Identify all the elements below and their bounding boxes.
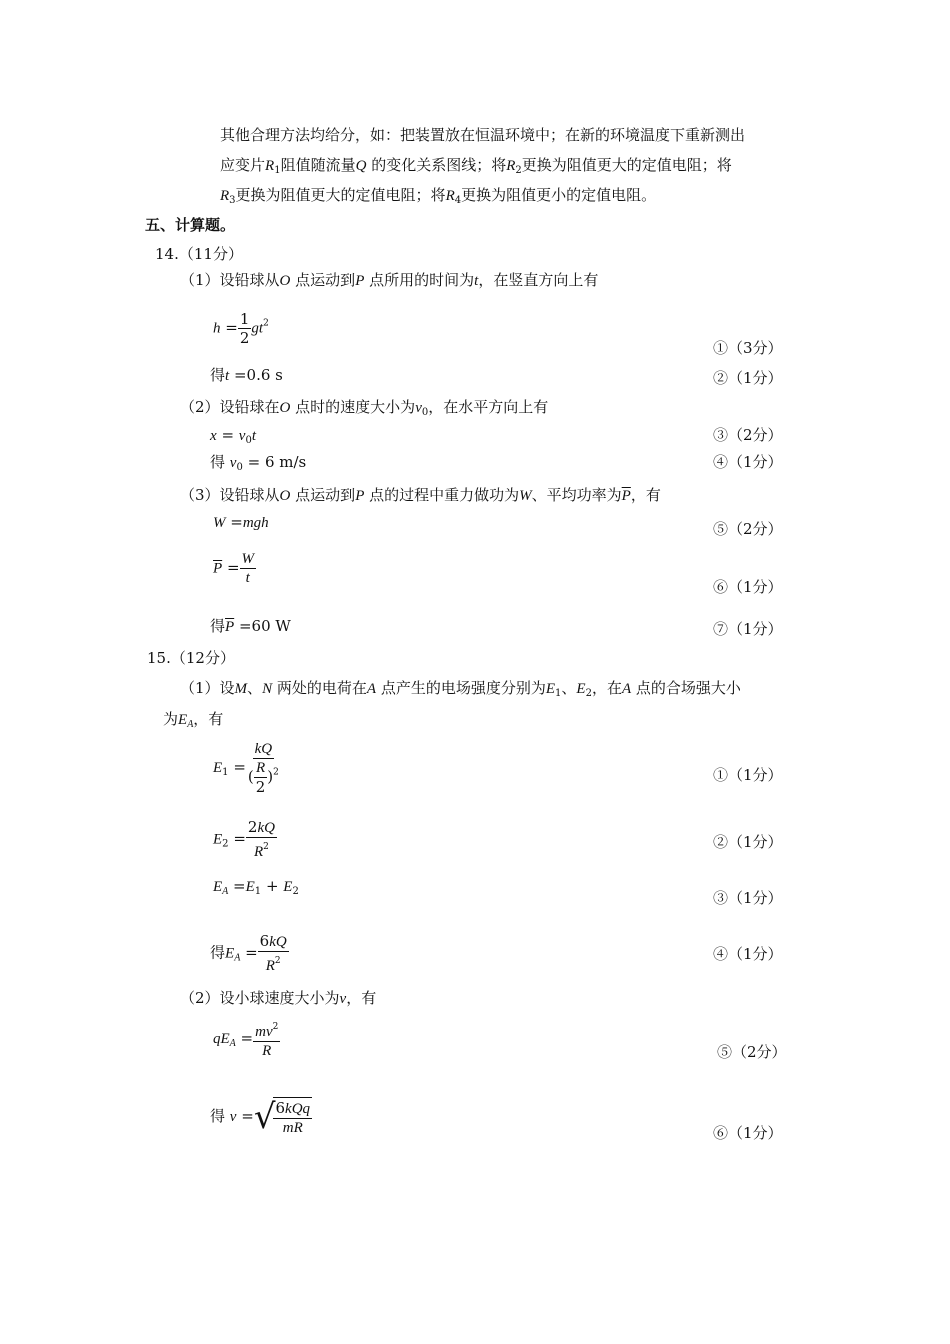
intro-line-1: 其他合理方法均给分，如：把装置放在恒温环境中；在新的环境温度下重新测出 — [220, 126, 746, 144]
q14-eq-v0: 得 $v_0 = 6$ m/s — [210, 453, 307, 473]
q15-eq-force: $qE_A$ = $\frac{mv^2}{R}$ — [213, 1018, 280, 1060]
q14-eq-t: 得t =0.6 s — [210, 366, 283, 384]
q15-eq-e1: $E_1$ = kQ ( $\frac{R}{2}$ )$^2$ — [213, 741, 279, 796]
q15-eq-ea-result: 得$E_A$ = $\frac{6kQ}{R^2}$ — [210, 932, 287, 974]
q15-score-5: ⑤（2分） — [717, 1043, 787, 1061]
q15-score-6: ⑥（1分） — [713, 1124, 783, 1142]
q15-eq-ea: $E_A =E_1 + E_2$ — [213, 877, 299, 897]
q14-score-4: ④（1分） — [713, 453, 783, 471]
q14-eq-p: $\overline{P}$ = $\frac{W}{t}$ — [213, 551, 255, 586]
q14-part1-text: （1）设铅球从O 点运动到P 点所用的时间为t，在竖直方向上有 — [180, 271, 599, 289]
q14-score-2: ②（1分） — [713, 369, 783, 387]
q14-eq-h: h = $\frac{1}{2}$ $gt^2$ — [213, 310, 269, 347]
q14-score-5: ⑤（2分） — [713, 520, 783, 538]
q14-score-6: ⑥（1分） — [713, 578, 783, 596]
q14-eq-w: W =mgh — [213, 513, 269, 531]
q15-score-1: ①（1分） — [713, 766, 783, 784]
q15-part1-text: （1）设M、N 两处的电荷在A 点产生的电场强度分别为$E_1$、$E_2$，在A 点的合场强大小 — [180, 679, 741, 699]
q15-score-3: ③（1分） — [713, 889, 783, 907]
q15-header: 15.（12分） — [147, 649, 235, 667]
q15-eq-e2: $E_2$ = $\frac{2kQ}{R^2}$ — [213, 818, 275, 860]
intro-line-2: 应变片$R_1$阻值随流量Q 的变化关系图线；将$R_2$更换为阻值更大的定值电阻；将 — [220, 156, 732, 176]
q14-eq-x: $x = v_0t$ — [210, 426, 256, 446]
q14-part2-text: （2）设铅球在O 点时的速度大小为$v_0$，在水平方向上有 — [180, 398, 549, 418]
q15-part1-text-2: 为$E_A$，有 — [163, 710, 224, 730]
q14-eq-p-result: 得$\overline{P} =60$ W — [210, 617, 291, 635]
q14-score-3: ③（2分） — [713, 426, 783, 444]
q14-score-7: ⑦（1分） — [713, 620, 783, 638]
q15-score-2: ②（1分） — [713, 833, 783, 851]
q14-header: 14.（11分） — [155, 245, 243, 263]
q14-part3-text: （3）设铅球从O 点运动到P 点的过程中重力做功为W、平均功率为$\overline{P}$，有 — [180, 486, 661, 504]
q14-score-1: ①（3分） — [713, 339, 783, 357]
intro-line-3: $R_3$更换为阻值更大的定值电阻；将$R_4$更换为阻值更小的定值电阻。 — [220, 186, 657, 206]
q15-score-4: ④（1分） — [713, 945, 783, 963]
q15-eq-v: 得 v = √ $\frac{\text{6kQq}}{mR}$ — [210, 1097, 311, 1137]
section-title: 五、计算题。 — [145, 216, 236, 234]
q15-part2-text: （2）设小球速度大小为v，有 — [180, 989, 377, 1007]
